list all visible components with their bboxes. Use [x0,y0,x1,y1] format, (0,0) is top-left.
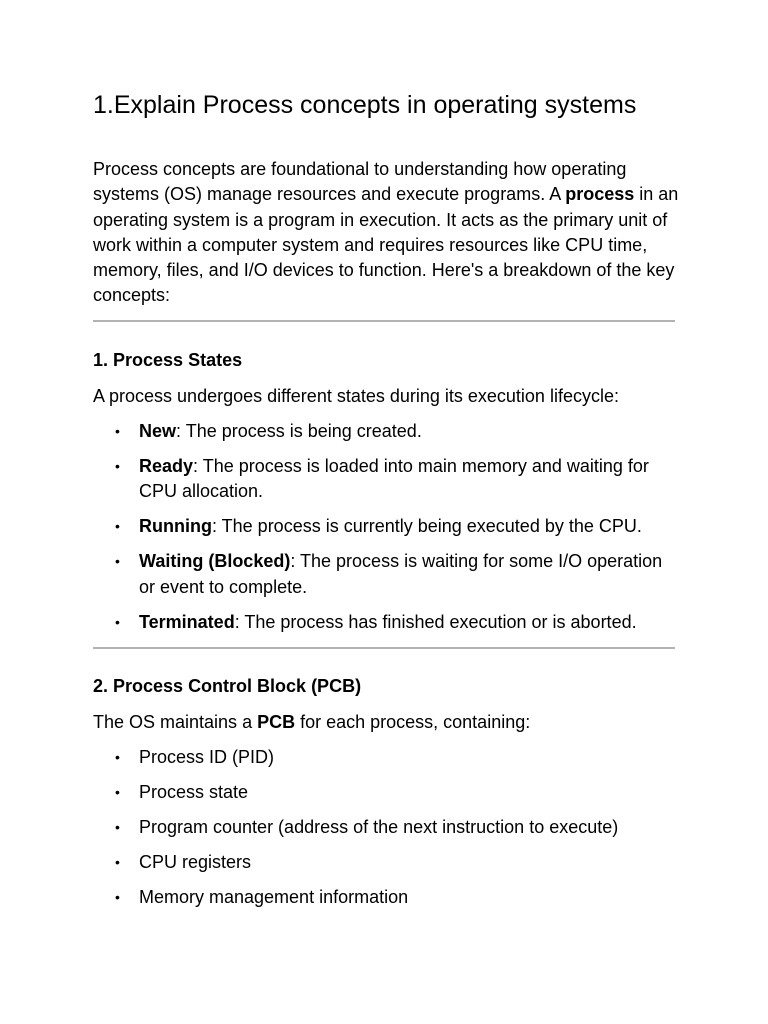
pcb-item-text: Process state [139,781,249,802]
state-term: New [139,421,177,441]
pcb-lead-part1: The OS maintains a [93,712,258,732]
bullet-icon: • [115,783,120,800]
state-description: : The process is being created. [176,421,422,441]
pcb-item-text: Program counter (address of the next instruction to execute) [139,816,619,837]
list-item [93,780,683,805]
bullet-icon: • [115,518,120,535]
state-description: : The process is loaded into main memory and waiting for CPU allocation. [139,455,649,502]
list-item [93,454,683,505]
bullet-icon: • [115,553,120,570]
state-term: Waiting (Blocked) [139,551,291,572]
list-item [93,610,683,635]
state-description: : The process is currently being executed by the CPU. [211,516,642,537]
intro-text-part1: Process concepts are foundational to understanding how operating systems (OS) manage resources and execute programs. A [93,159,627,205]
section-heading-process-states: 1. Process States [93,350,243,370]
bullet-icon: • [115,853,120,870]
intro-bold-term: process [565,184,635,205]
list-item [93,815,683,840]
divider-1 [93,320,675,322]
section-heading-pcb: 2. Process Control Block (PCB) [93,676,362,696]
bullet-icon: • [115,749,120,765]
state-term: Running [139,516,212,537]
list-item [93,549,683,600]
list-item [93,885,683,910]
list-item [93,419,683,444]
pcb-contents-list [93,745,683,910]
divider-2 [93,647,675,649]
state-description: : The process is waiting for some I/O operation or event to complete. [139,551,663,597]
bullet-icon: • [115,457,120,474]
intro-paragraph [93,157,683,309]
bullet-icon: • [115,818,120,835]
pcb-lead-part2: for each process, containing: [295,712,531,732]
section-lead-pcb [93,710,530,734]
state-term: Terminated [139,611,235,632]
pcb-item-text: Process ID (PID) [139,747,275,767]
bullet-icon: • [115,423,120,439]
state-description: : The process has finished execution or is aborted. [234,611,637,632]
pcb-item-text: CPU registers [139,851,252,872]
page-title: 1.Explain Process concepts in operating systems [93,91,637,119]
bullet-icon: • [115,888,120,905]
list-item [93,745,683,770]
process-states-list [93,419,683,635]
section-lead-process-states: A process undergoes different states during its execution lifecycle: [93,386,619,406]
pcb-bold-term: PCB [257,712,296,732]
intro-text-part2: in an operating system is a program in execution. It acts as the primary unit of work within a computer system and requires resources like CPU time, memory, files, and I/O devices to function. Here's a breakdown of the key concepts: [93,184,679,306]
state-term: Ready [139,455,194,476]
bullet-icon: • [115,613,120,630]
list-item [93,850,683,875]
pcb-item-text: Memory management information [139,886,409,907]
list-item [93,514,683,539]
